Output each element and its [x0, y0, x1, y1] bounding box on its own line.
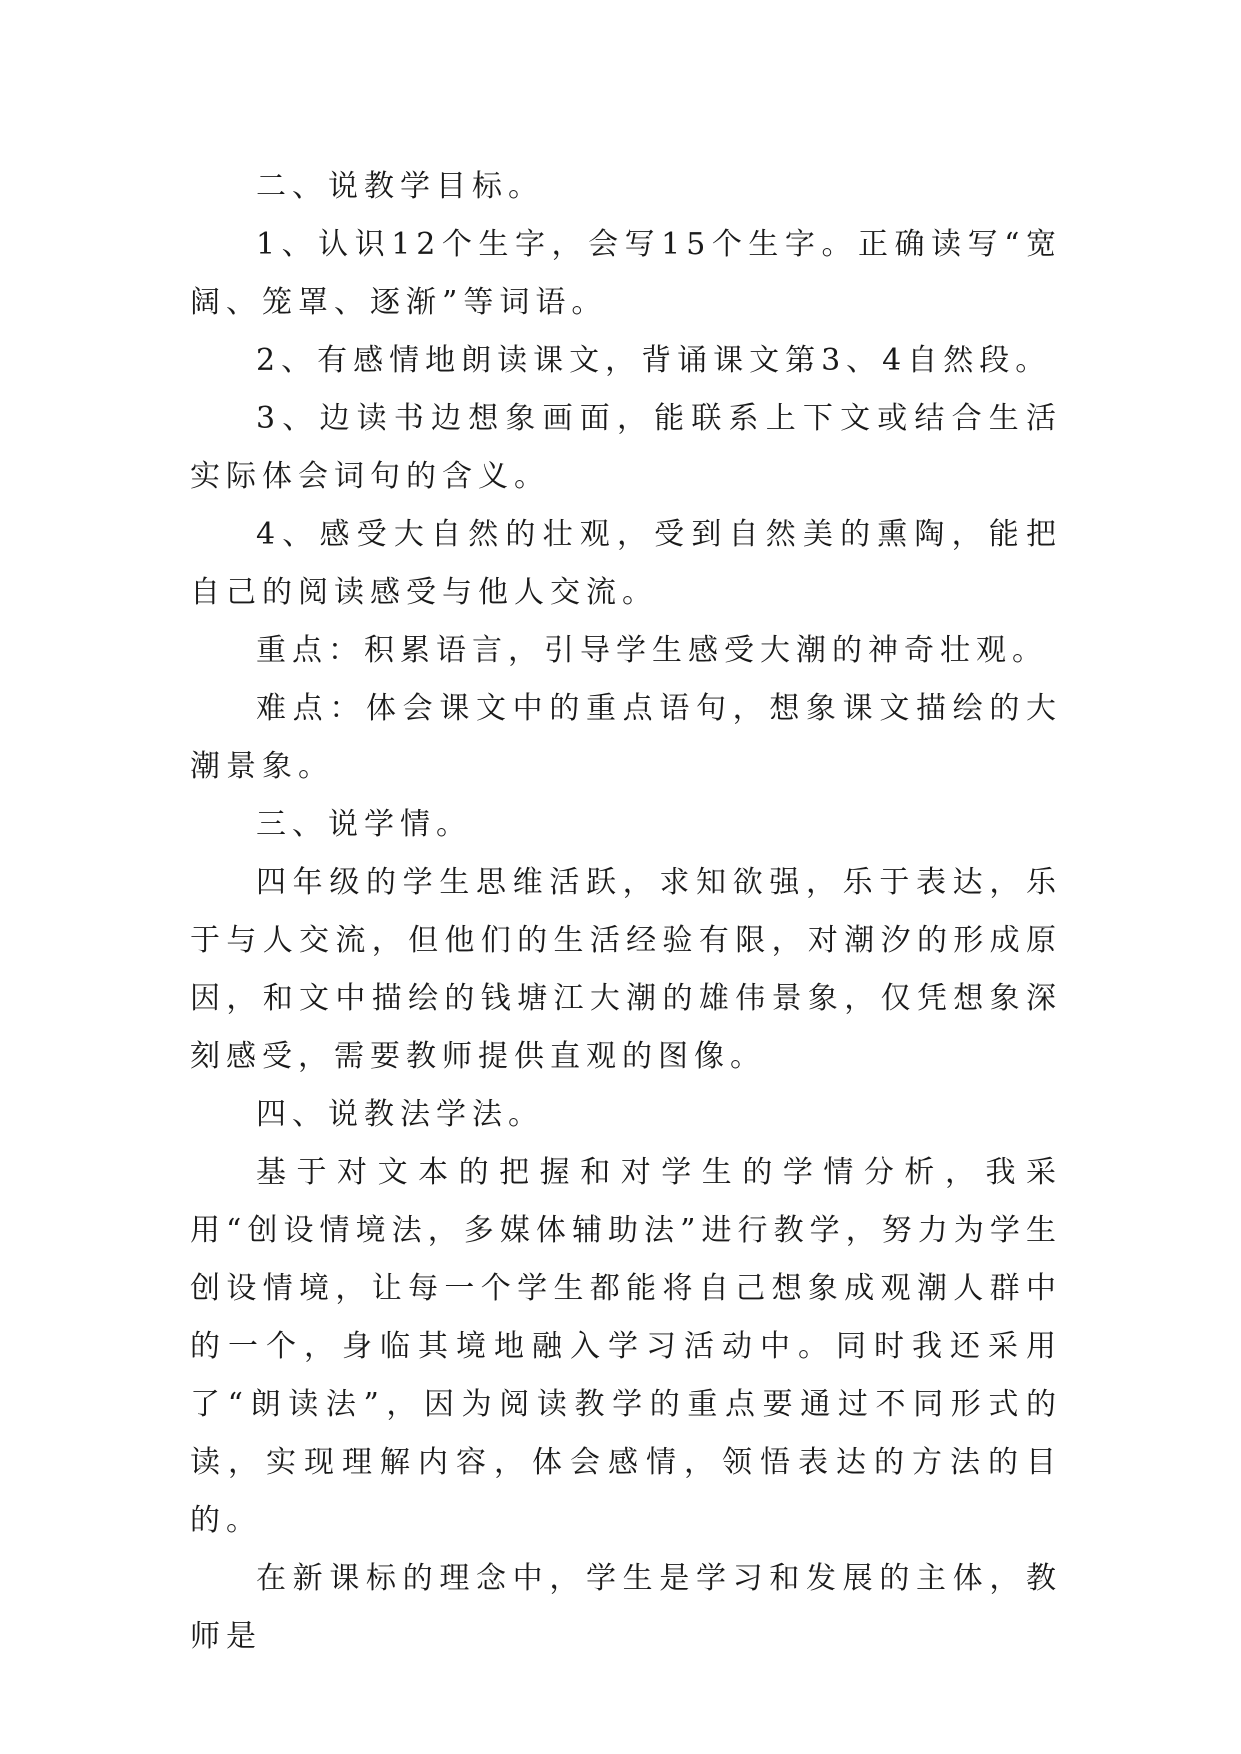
goal-item-4: 4、感受大自然的壮观，受到自然美的熏陶，能把自己的阅读感受与他人交流。: [190, 517, 1062, 610]
curriculum-paragraph: 在新课标的理念中，学生是学习和发展的主体，教师是: [190, 1561, 1062, 1654]
goal-item-3: 3、边读书边想象画面，能联系上下文或结合生活实际体会词句的含义。: [190, 401, 1062, 494]
key-point: 重点：积累语言，引导学生感受大潮的神奇壮观。: [256, 633, 1048, 668]
teaching-methods-paragraph: 基于对文本的把握和对学生的学情分析，我采用“创设情境法，多媒体辅助法”进行教学，努力为学生创设情境，让每一个学生都能将自己想象成观潮人群中的一个，身临其境地融入学习活动中。同时我还采用了“朗读法”，因为阅读教学的重点要通过不同形式的读，实现理解内容，体会感情，领悟表达的方法的目的。: [190, 1155, 1062, 1538]
document-body: [190, 158, 1062, 1666]
learner-analysis-paragraph: 四年级的学生思维活跃，求知欲强，乐于表达，乐于与人交流，但他们的生活经验有限，对潮汐的形成原因，和文中描绘的钱塘江大潮的雄伟景象，仅凭想象深刻感受，需要教师提供直观的图像。: [190, 865, 1062, 1074]
goal-item-1: 1、认识12个生字，会写15个生字。正确读写“宽阔、笼罩、逐渐”等词语。: [190, 227, 1062, 320]
section-heading-learner-analysis: 三、说学情。: [256, 807, 472, 842]
difficult-point: 难点：体会课文中的重点语句，想象课文描绘的大潮景象。: [190, 691, 1062, 784]
section-heading-teaching-methods: 四、说教法学法。: [256, 1097, 544, 1132]
section-heading-teaching-goals: 二、说教学目标。: [256, 169, 544, 204]
goal-item-2: 2、有感情地朗读课文，背诵课文第3、4自然段。: [256, 343, 1052, 378]
